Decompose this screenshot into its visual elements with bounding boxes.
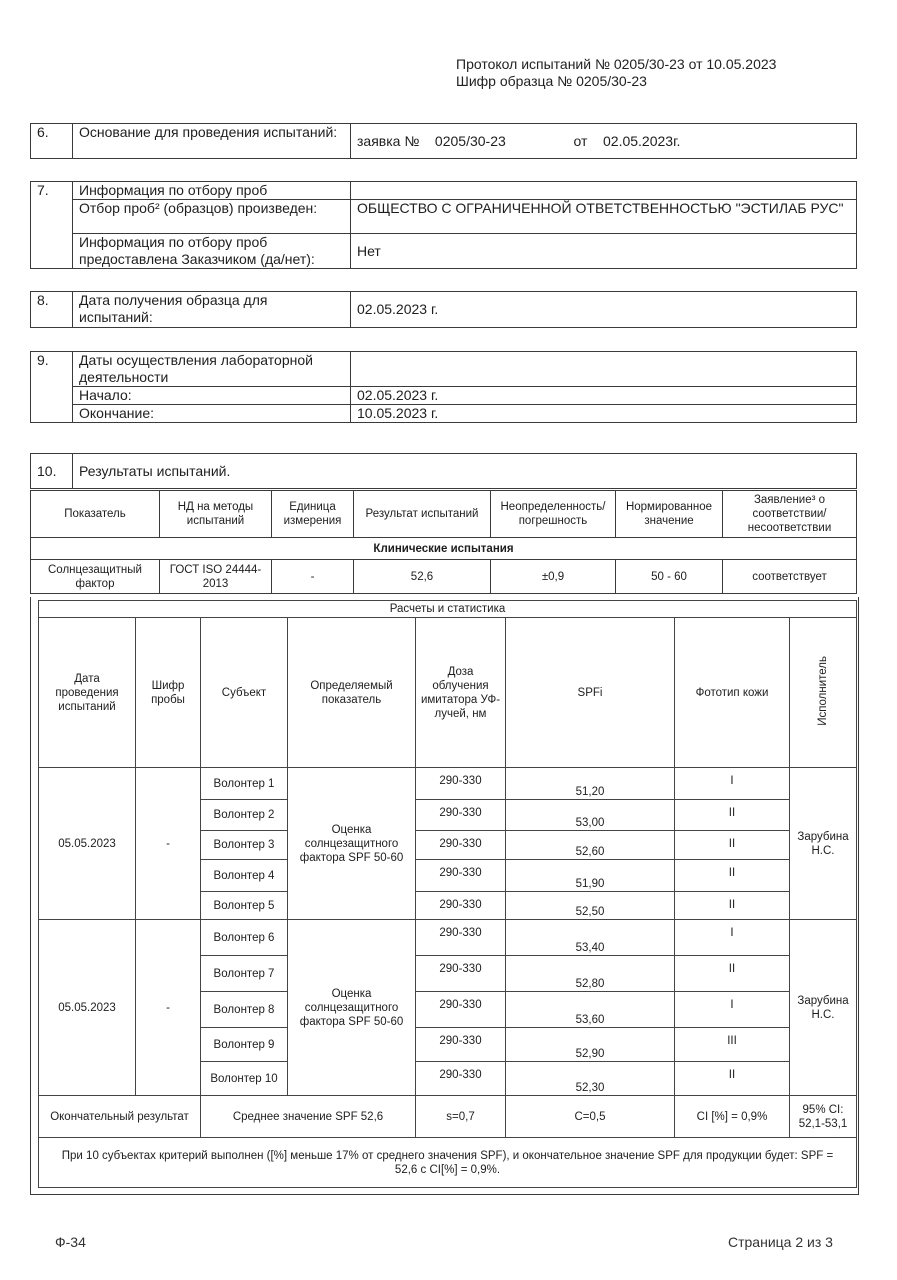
col-header-phototype: Фототип кожи xyxy=(675,618,790,768)
result-cell: 52,6 xyxy=(354,560,491,594)
phototype: I xyxy=(675,768,790,800)
application-value xyxy=(351,124,857,159)
group-indicator: Оценка солнцезащитного фактора SPF 50-60 xyxy=(288,768,416,920)
customer-info-label: Информация по отбору проб предоставлена Заказчиком (да/нет): xyxy=(73,234,351,269)
empty-cell xyxy=(351,352,857,387)
application-number: 0205/30-23 xyxy=(434,132,506,149)
spfi: 52,50 xyxy=(506,892,675,920)
subject: Волонтер 8 xyxy=(201,992,288,1028)
final-label: Окончательный результат xyxy=(39,1096,201,1138)
group-executor: Зарубина Н.С. xyxy=(790,768,857,920)
spfi: 51,90 xyxy=(506,860,675,892)
protocol-number: Протокол испытаний № 0205/30-23 от 10.05.2023 xyxy=(456,56,777,72)
section-label: Основание для проведения испытаний: xyxy=(73,124,351,159)
sample-code: Шифр образца № 0205/30-23 xyxy=(456,73,647,89)
calc-table xyxy=(38,600,857,1188)
group-code: - xyxy=(136,768,201,920)
col-header-code: Шифр пробы xyxy=(136,618,201,768)
end-value: 10.05.2023 г. xyxy=(351,405,857,423)
section-number: 6. xyxy=(31,124,73,159)
phototype: II xyxy=(675,1062,790,1096)
page-number: Страница 2 из 3 xyxy=(728,1234,833,1250)
section-number: 10. xyxy=(31,454,73,489)
col-header: Результат испытаний xyxy=(354,491,491,538)
col-header: Единица измерения xyxy=(272,491,354,538)
section-8-table xyxy=(30,291,857,328)
receipt-date: 02.05.2023 г. xyxy=(351,292,857,328)
form-code: Ф-34 xyxy=(55,1234,86,1250)
application-from: от xyxy=(573,132,588,149)
spfi: 52,80 xyxy=(506,956,675,992)
phototype: I xyxy=(675,920,790,956)
col-header: Нормированное значение xyxy=(616,491,723,538)
dose: 290-330 xyxy=(416,768,506,800)
executor-header: Исполнитель xyxy=(817,655,829,726)
sampling-value: ОБЩЕСТВО С ОГРАНИЧЕННОЙ ОТВЕТСТВЕННОСТЬЮ "ЭСТИЛАБ РУС" xyxy=(351,200,857,234)
group-indicator: Оценка солнцезащитного фактора SPF 50-60 xyxy=(288,920,416,1096)
protocol-header xyxy=(456,56,776,90)
result-cell: Солнцезащитный фактор xyxy=(31,560,160,594)
phototype: I xyxy=(675,992,790,1028)
result-cell: ±0,9 xyxy=(491,560,616,594)
spfi: 52,30 xyxy=(506,1062,675,1096)
conclusion: При 10 субъектах критерий выполнен ([%] меньше 17% от среднего значения SPF), и окончательное значение SPF для продукции будет: SPF = 52,6 с CI[%] = 0,9%. xyxy=(39,1138,857,1188)
dose: 290-330 xyxy=(416,892,506,920)
col-header-executor xyxy=(790,618,857,768)
result-cell: 50 - 60 xyxy=(616,560,723,594)
dose: 290-330 xyxy=(416,1062,506,1096)
result-cell: - xyxy=(272,560,354,594)
result-cell: ГОСТ ISO 24444-2013 xyxy=(160,560,272,594)
dose: 290-330 xyxy=(416,956,506,992)
phototype: II xyxy=(675,860,790,892)
col-header-indicator: Определяемый показатель xyxy=(288,618,416,768)
group-date: 05.05.2023 xyxy=(39,768,136,920)
col-header: НД на методы испытаний xyxy=(160,491,272,538)
spfi: 53,00 xyxy=(506,800,675,831)
group-title: Клинические испытания xyxy=(31,538,857,560)
phototype: II xyxy=(675,800,790,831)
subject: Волонтер 2 xyxy=(201,800,288,831)
spfi: 52,60 xyxy=(506,831,675,860)
phototype: III xyxy=(675,1028,790,1062)
col-header-subject: Субъект xyxy=(201,618,288,768)
col-header: Неопределенность/ погрешность xyxy=(491,491,616,538)
section-7-table xyxy=(30,181,857,269)
col-header: Заявление³ о соответствии/ несоответствии xyxy=(723,491,857,538)
group-executor: Зарубина Н.С. xyxy=(790,920,857,1096)
subject: Волонтер 6 xyxy=(201,920,288,956)
final-mean: Среднее значение SPF 52,6 xyxy=(201,1096,416,1138)
customer-info-value: Нет xyxy=(351,234,857,269)
phototype: II xyxy=(675,831,790,860)
spfi: 52,90 xyxy=(506,1028,675,1062)
spfi: 51,20 xyxy=(506,768,675,800)
section-6-table xyxy=(30,123,857,159)
result-cell: соответствует xyxy=(723,560,857,594)
calc-title: Расчеты и статистика xyxy=(39,601,857,618)
group-code: - xyxy=(136,920,201,1096)
spfi: 53,40 xyxy=(506,920,675,956)
dose: 290-330 xyxy=(416,920,506,956)
col-header: Показатель xyxy=(31,491,160,538)
spfi: 53,60 xyxy=(506,992,675,1028)
subject: Волонтер 7 xyxy=(201,956,288,992)
application-prefix: заявка № xyxy=(357,132,420,149)
sampling-label: Отбор проб² (образцов) произведен: xyxy=(73,200,351,234)
subject: Волонтер 10 xyxy=(201,1062,288,1096)
start-label: Начало: xyxy=(73,387,351,405)
start-value: 02.05.2023 г. xyxy=(351,387,857,405)
section-title: Результаты испытаний. xyxy=(73,454,857,489)
col-header-date: Дата проведения испытаний xyxy=(39,618,136,768)
section-number: 9. xyxy=(31,352,73,423)
application-date: 02.05.2023г. xyxy=(603,132,681,149)
section-title: Даты осуществления лабораторной деятельности xyxy=(73,352,351,387)
final-ci95: 95% CI: 52,1-53,1 xyxy=(790,1096,857,1138)
group-date: 05.05.2023 xyxy=(39,920,136,1096)
col-header-spfi: SPFi xyxy=(506,618,675,768)
dose: 290-330 xyxy=(416,860,506,892)
dose: 290-330 xyxy=(416,992,506,1028)
subject: Волонтер 5 xyxy=(201,892,288,920)
final-s: s=0,7 xyxy=(416,1096,506,1138)
col-header-dose: Доза облучения имитатора УФ-лучей, нм xyxy=(416,618,506,768)
section-number: 8. xyxy=(31,292,73,328)
phototype: II xyxy=(675,892,790,920)
dose: 290-330 xyxy=(416,800,506,831)
subject: Волонтер 4 xyxy=(201,860,288,892)
section-10-table xyxy=(30,453,857,489)
final-c: C=0,5 xyxy=(506,1096,675,1138)
results-table xyxy=(30,490,857,594)
dose: 290-330 xyxy=(416,831,506,860)
dose: 290-330 xyxy=(416,1028,506,1062)
subject: Волонтер 1 xyxy=(201,768,288,800)
section-title: Информация по отбору проб xyxy=(73,182,351,200)
section-9-table xyxy=(30,351,857,423)
final-ci: CI [%] = 0,9% xyxy=(675,1096,790,1138)
end-label: Окончание: xyxy=(73,405,351,423)
section-number: 7. xyxy=(31,182,73,269)
subject: Волонтер 3 xyxy=(201,831,288,860)
phototype: II xyxy=(675,956,790,992)
section-label: Дата получения образца для испытаний: xyxy=(73,292,351,328)
empty-cell xyxy=(351,182,857,200)
subject: Волонтер 9 xyxy=(201,1028,288,1062)
